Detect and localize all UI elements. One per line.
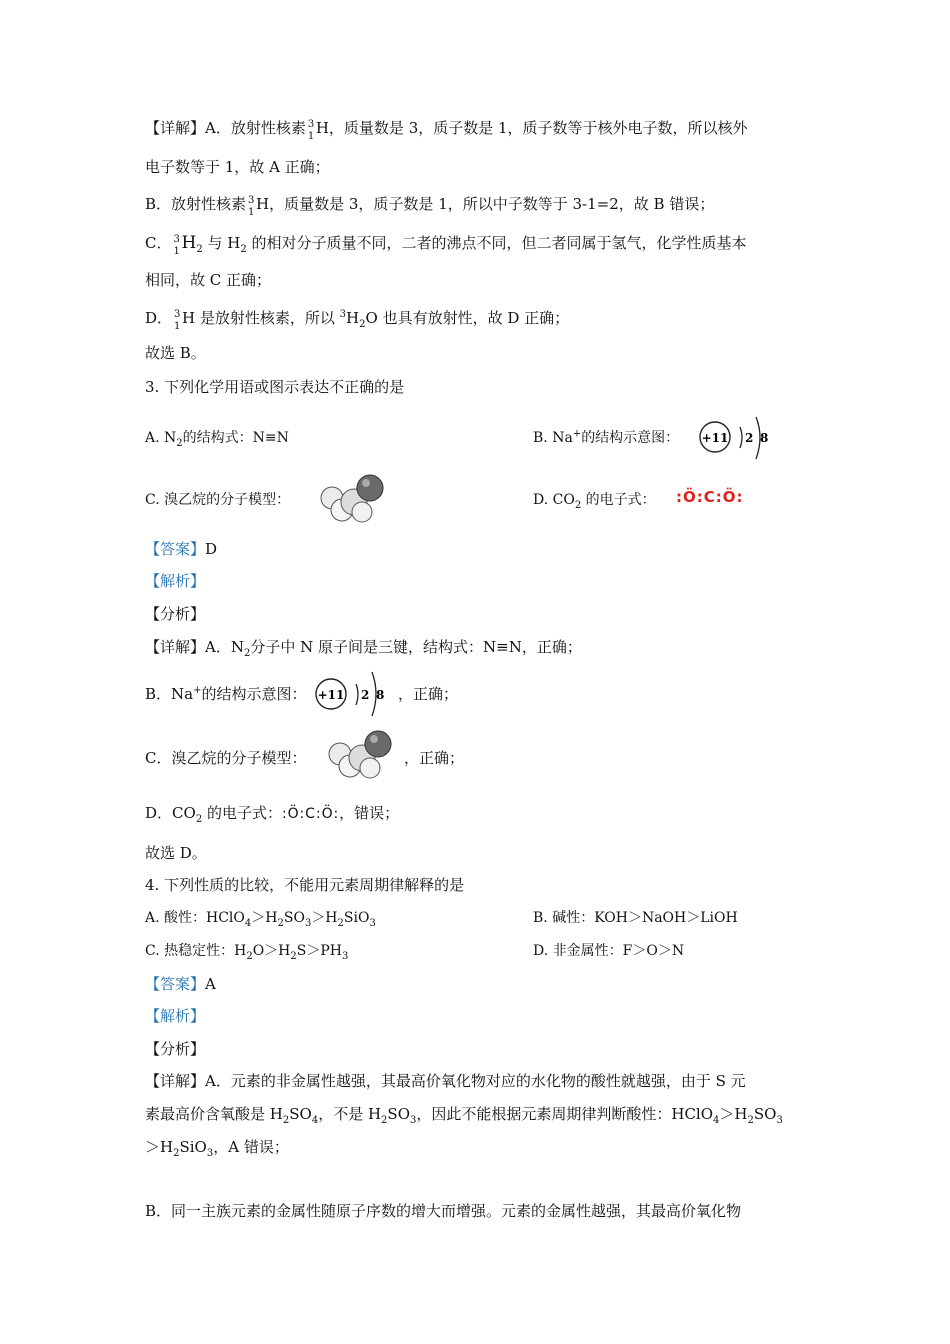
q4-fenxi-label: 【分析】 (145, 1040, 206, 1058)
co2-electron-formula: :Ö:C:Ö: (281, 806, 340, 822)
q3-option-c: C. 溴乙烷的分子模型： (145, 492, 291, 508)
nuclide-symbol: 3 1 (307, 119, 315, 142)
q2-detail-c: C． 3 1 $H_2$ 与 $H_2$ 的相对分子质量不同，二者的沸点不同，但二者同属于氢气，化学性质基本 (145, 233, 747, 257)
svg-text:+11: +11 (701, 431, 729, 445)
q2-detail-c-cont: 相同，故 C 正确； (145, 271, 272, 289)
svg-text:2: 2 (745, 431, 754, 445)
na-ion-structure-diagram (698, 415, 778, 465)
q3-detail-d: D．$CO_2$ 的电子式：:Ö:C:Ö:，错误； (145, 804, 400, 825)
co2-electron-formula-red: :Ö:C:Ö: (676, 488, 744, 506)
q4-detail-b: B．同一主族元素的金属性随原子序数的增大而增强。元素的金属性越强，其最高价氧化物 (145, 1202, 742, 1220)
q3-fenxi-label: 【分析】 (145, 605, 206, 623)
nuclide-symbol: 3 1 (174, 309, 181, 332)
q3-conclusion: 故选 D。 (145, 844, 207, 862)
q3-answer: 【答案】D (145, 540, 218, 558)
q2-detail-b: B．放射性核素 3 1 H，质量数是 3，质子数是 1，所以中子数等于 3-1=2，故 B 错误； (145, 195, 715, 218)
q3-detail-b: B．Na+的结构示意图： (145, 685, 307, 703)
q4-option-a: A. 酸性：$HClO_4>H_2SO_3>H_2SiO_3$ (145, 910, 376, 929)
q4-answer: 【答案】A (145, 975, 216, 993)
q4-analysis-label: 【解析】 (145, 1007, 206, 1025)
q4-detail-3: $>H_2SiO_3$，A 错误； (145, 1138, 289, 1159)
q4-option-b: B. 碱性：KOH＞NaOH＞LiOH (533, 910, 738, 926)
q4-detail-2: 素最高价含氧酸是 $H_2SO_4$，不是 $H_2SO_3$，因此不能根据元素周期律判断酸性：$HClO_4>H_2SO_3$ (145, 1105, 783, 1126)
nuclide-symbol: 3 1 (248, 195, 255, 218)
q3-detail-a: 【详解】A．$N_2$分子中 N 原子间是三键，结构式：N≡N，正确； (145, 638, 582, 659)
q3-stem: 3. 下列化学用语或图示表达不正确的是 (145, 378, 405, 396)
q3-detail-c: C．溴乙烷的分子模型： (145, 749, 307, 767)
q2-conclusion: 故选 B。 (145, 344, 206, 362)
bromoethane-model-image-2 (326, 728, 396, 782)
svg-text:+11: +11 (317, 688, 345, 702)
q2-detail-a-cont: 电子数等于 1，故 A 正确； (145, 158, 330, 176)
na-ion-structure-diagram-2 (314, 670, 394, 720)
bromoethane-model-image (318, 472, 388, 526)
q3-detail-c-end: ，正确； (404, 749, 465, 767)
q4-option-c: C. 热稳定性：$H_2O>H_2S>PH_3$ (145, 943, 349, 962)
detail-label: 【详解】A．放射性核素 (145, 119, 306, 137)
q3-detail-b-end: ，正确； (398, 685, 459, 703)
q4-option-d: D. 非金属性：F＞O＞N (533, 943, 685, 959)
svg-text:8: 8 (376, 688, 385, 702)
q3-option-d: D. $CO_2$ 的电子式： (533, 492, 656, 511)
nuclide-symbol: 3 1 (173, 234, 180, 257)
svg-text:8: 8 (760, 431, 769, 445)
svg-text:2: 2 (361, 688, 370, 702)
q4-detail-1: 【详解】A．元素的非金属性越强，其最高价氧化物对应的水化物的酸性就越强，由于 S 元 (145, 1072, 746, 1090)
q3-option-a: A. $N_2$的结构式：N≡N (145, 430, 289, 449)
q2-detail-d: D． 3 1 H 是放射性核素，所以 $^3H_2O$ 也具有放射性，故 D 正确； (145, 309, 570, 332)
q2-detail-a: 【详解】A．放射性核素 3 1 H，质量数是 3，质子数是 1，质子数等于核外电子数，所以核外 (145, 119, 748, 142)
q3-option-b: B. Na+的结构示意图： (533, 428, 680, 446)
q4-stem: 4. 下列性质的比较，不能用元素周期律解释的是 (145, 876, 465, 894)
q3-analysis-label: 【解析】 (145, 572, 206, 590)
